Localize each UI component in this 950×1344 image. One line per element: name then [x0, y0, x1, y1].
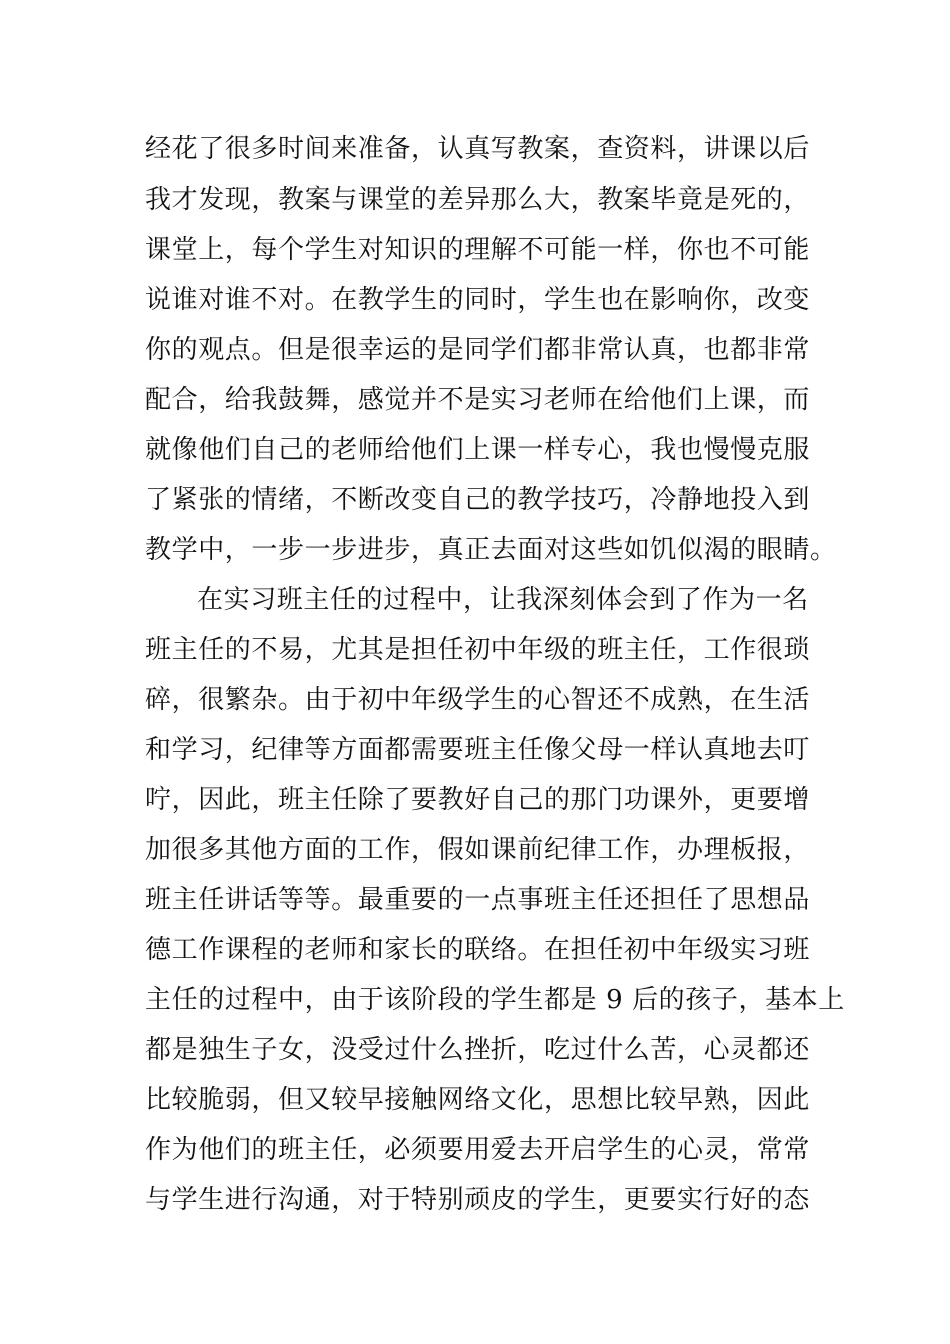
text-line: 主任的过程中，由于该阶段的学生都是 9 后的孩子，基本上 — [145, 985, 845, 1015]
text-line: 说谁对谁不对。在教学生的同时，学生也在影响你，改变 — [145, 285, 811, 315]
text-line: 作为他们的班主任，必须要用爱去开启学生的心灵，常常 — [145, 1135, 811, 1165]
paragraph-first-line: 在实习班主任的过程中，让我深刻体会到了作为一名 — [197, 585, 809, 615]
text-line: 比较脆弱，但又较早接触网络文化，思想比较早熟，因此 — [145, 1085, 811, 1115]
text-line: 加很多其他方面的工作，假如课前纪律工作，办理板报， — [145, 835, 811, 865]
text-line: 我才发现，教案与课堂的差异那么大，教案毕竟是死的， — [145, 185, 811, 215]
text-line: 就像他们自己的老师给他们上课一样专心，我也慢慢克服 — [145, 435, 811, 465]
text-line: 课堂上，每个学生对知识的理解不可能一样，你也不可能 — [145, 235, 811, 265]
text-line: 碎，很繁杂。由于初中年级学生的心智还不成熟，在生活 — [145, 685, 811, 715]
text-line: 和学习，纪律等方面都需要班主任像父母一样认真地去叮 — [145, 735, 811, 765]
text-line: 经花了很多时间来准备，认真写教案，查资料，讲课以后 — [145, 134, 811, 164]
text-line: 都是独生子女，没受过什么挫折，吃过什么苦，心灵都还 — [145, 1035, 811, 1065]
text-line: 班主任的不易，尤其是担任初中年级的班主任，工作很琐 — [145, 635, 811, 665]
text-line: 了紧张的情绪，不断改变自己的教学技巧，冷静地投入到 — [145, 485, 811, 515]
text-line: 班主任讲话等等。最重要的一点事班主任还担任了思想品 — [145, 885, 811, 915]
text-line: 与学生进行沟通，对于特别顽皮的学生，更要实行好的态 — [145, 1185, 811, 1215]
text-line: 配合，给我鼓舞，感觉并不是实习老师在给他们上课，而 — [145, 385, 811, 415]
text-line: 教学中，一步一步进步，真正去面对这些如饥似渴的眼睛。 — [145, 535, 837, 565]
text-line: 你的观点。但是很幸运的是同学们都非常认真，也都非常 — [145, 335, 811, 365]
text-line: 咛，因此，班主任除了要教好自己的那门功课外，更要增 — [145, 785, 811, 815]
text-line: 德工作课程的老师和家长的联络。在担任初中年级实习班 — [145, 935, 811, 965]
